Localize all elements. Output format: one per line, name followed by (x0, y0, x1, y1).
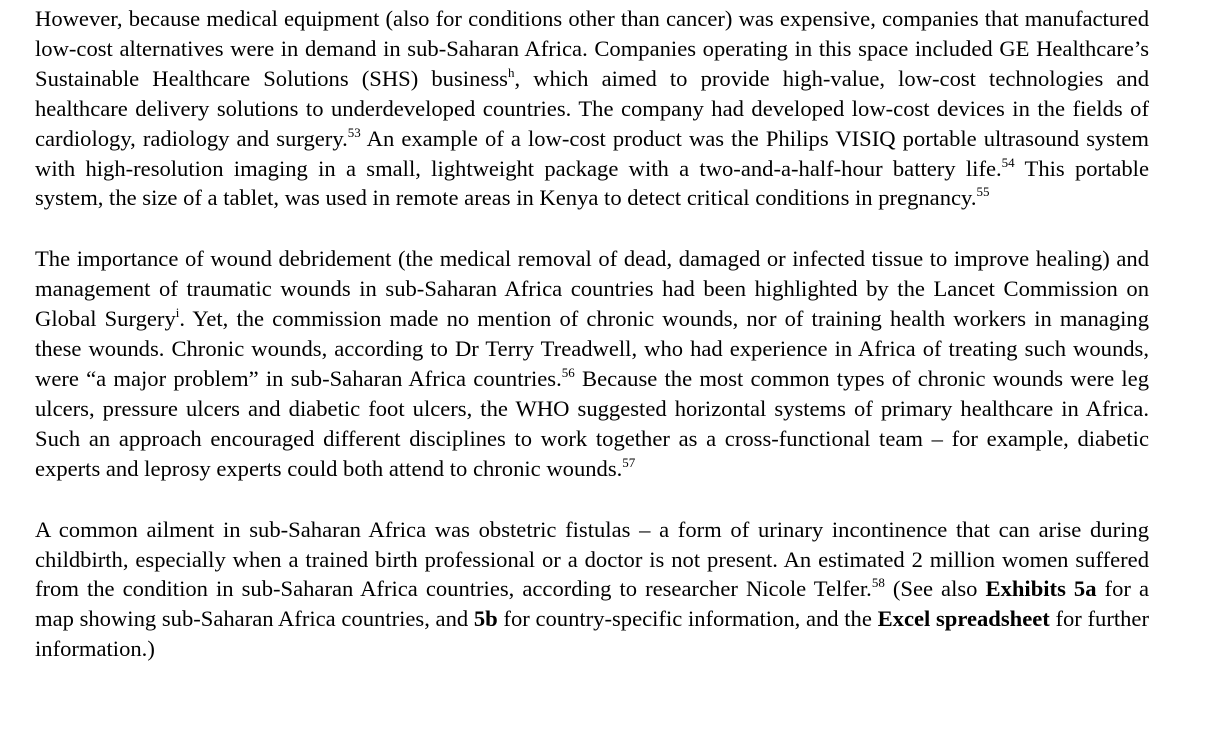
footnote-marker-54: 54 (1001, 154, 1015, 170)
text-run: Because the most common types of chronic wounds were leg ulcers, pressure ulcers and diabetic foot ulcers, the WHO suggested horizontal systems of primary healthcare in Africa. Such an approach encouraged different disciplines to work together as a cross-functional team – for example, diabetic experts and leprosy experts could both attend to chronic wounds. (35, 365, 1149, 481)
paragraph-obstetric-fistulas (35, 515, 1149, 665)
text-run: . Yet, the commission made no mention of chronic wounds, nor of training health workers in managing these wounds. Chronic wounds, according to Dr Terry Treadwell, who had experience in Africa of treating such wounds, were “a major problem” in sub-Saharan Africa countries. (35, 306, 1150, 391)
paragraph-wound-debridement (35, 244, 1149, 483)
footnote-marker-53: 53 (347, 124, 361, 140)
exhibit-5a-reference: Exhibits 5a (985, 576, 1097, 602)
footnote-marker-i: i (175, 305, 180, 321)
text-run: for a map showing sub-Saharan Africa countries, and (35, 576, 1149, 632)
text-run: However, because medical equipment (also for conditions other than cancer) was expensive, companies that manufactured low-cost alternatives were in demand in sub-Saharan Africa. Companies operating in this space included GE Healthcare’s Sustainable Healthcare Solutions (SHS) business (35, 6, 1149, 91)
text-run: (See also (884, 576, 986, 602)
text-run: This portable system, the size of a tablet, was used in remote areas in Kenya to detect critical conditions in pregnancy. (35, 155, 1149, 211)
text-run: for further information.) (35, 606, 1149, 662)
footnote-marker-55: 55 (976, 184, 990, 200)
footnote-marker-57: 57 (622, 454, 636, 470)
footnote-marker-56: 56 (561, 364, 575, 380)
text-run: for country-specific information, and the (497, 606, 878, 632)
paragraph-medical-equipment (35, 4, 1149, 213)
document-page (35, 4, 1149, 664)
excel-spreadsheet-reference: Excel spreadsheet (877, 606, 1050, 632)
text-run: The importance of wound debridement (the medical removal of dead, damaged or infected tissue to improve healing) and management of traumatic wounds in sub-Saharan Africa countries had been highlighted by the Lancet Commission on Global Surgery (35, 246, 1149, 332)
footnote-marker-58: 58 (871, 575, 885, 591)
footnote-marker-h: h (507, 64, 515, 80)
paragraph-spacer (35, 484, 1149, 515)
exhibit-5b-reference: 5b (473, 606, 498, 632)
text-run: An example of a low-cost product was the Philips VISIQ portable ultrasound system with high-resolution imaging in a small, lightweight package with a two-and-a-half-hour battery life. (35, 125, 1149, 181)
paragraph-spacer (35, 213, 1149, 244)
text-run: , which aimed to provide high-value, low-cost technologies and healthcare delivery solutions to underdeveloped countries. The company had developed low-cost devices in the fields of cardiology, radiology and surgery. (35, 65, 1149, 151)
text-run: A common ailment in sub-Saharan Africa was obstetric fistulas – a form of urinary incontinence that can arise during childbirth, especially when a trained birth professional or a doctor is not present. An estimated 2 million women suffered from the condition in sub-Saharan Africa countries, according to researcher Nicole Telfer. (35, 516, 1149, 602)
